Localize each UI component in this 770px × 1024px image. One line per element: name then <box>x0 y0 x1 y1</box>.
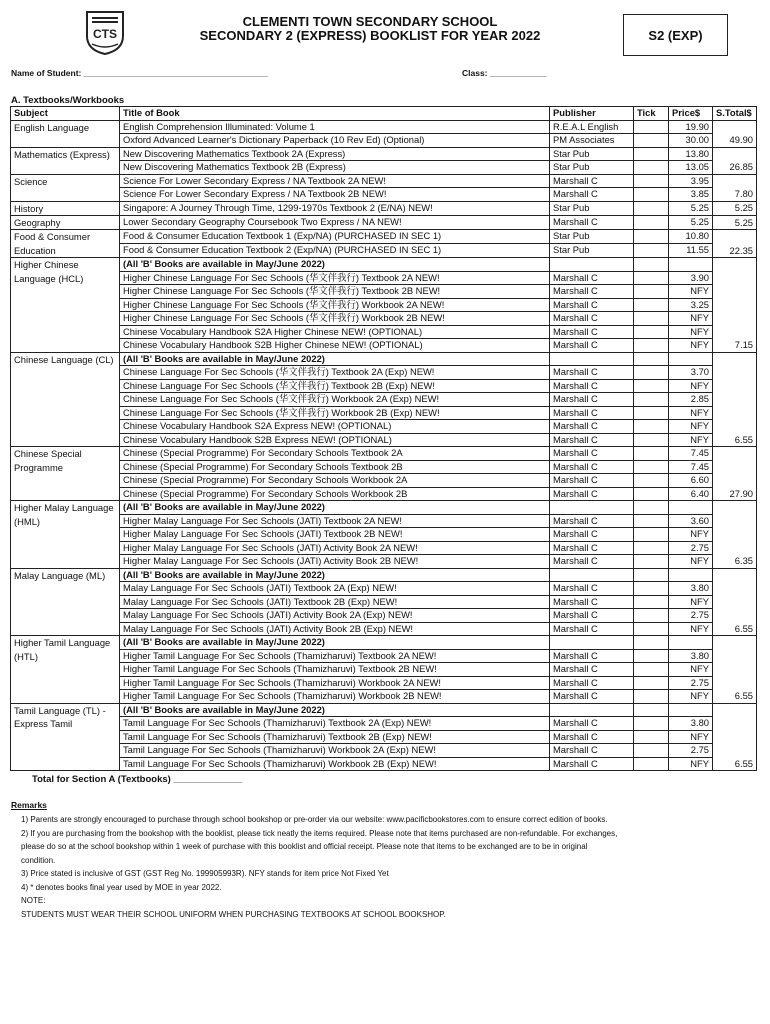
book-title: Chinese Vocabulary Handbook S2A Express NEW! (OPTIONAL) <box>120 420 550 434</box>
book-title: Malay Language For Sec Schools (JATI) Activity Book 2B (Exp) NEW! <box>120 622 550 636</box>
publisher-cell: Marshall C <box>550 393 634 407</box>
tick-cell[interactable] <box>634 312 669 326</box>
publisher-cell: Star Pub <box>550 244 634 258</box>
publisher-cell <box>550 501 634 515</box>
publisher-cell: Marshall C <box>550 271 634 285</box>
price-cell: NFY <box>669 622 713 636</box>
tick-cell <box>634 703 669 717</box>
price-cell: NFY <box>669 325 713 339</box>
tick-cell[interactable] <box>634 339 669 353</box>
tick-cell <box>634 568 669 582</box>
price-cell: 2.75 <box>669 676 713 690</box>
tick-cell[interactable] <box>634 393 669 407</box>
table-row <box>11 757 757 771</box>
tick-cell[interactable] <box>634 120 669 134</box>
tick-cell[interactable] <box>634 134 669 148</box>
book-title: New Discovering Mathematics Textbook 2B (Express) <box>120 161 550 175</box>
availability-note: (All 'B' Books are available in May/June 2022) <box>120 636 550 650</box>
subtotal-cell: 6.55 <box>713 568 757 636</box>
tick-cell[interactable] <box>634 215 669 229</box>
tick-cell <box>634 501 669 515</box>
tick-cell[interactable] <box>634 406 669 420</box>
table-row <box>11 487 757 501</box>
price-cell: 3.90 <box>669 271 713 285</box>
price-cell: 7.45 <box>669 447 713 461</box>
book-title: Chinese Language For Sec Schools (华文伴我行) Textbook 2A (Exp) NEW! <box>120 366 550 380</box>
book-title: Chinese Vocabulary Handbook S2B Higher Chinese NEW! (OPTIONAL) <box>120 339 550 353</box>
tick-cell[interactable] <box>634 622 669 636</box>
tick-cell[interactable] <box>634 230 669 244</box>
book-title: Malay Language For Sec Schools (JATI) Activity Book 2A (Exp) NEW! <box>120 609 550 623</box>
book-title: Higher Malay Language For Sec Schools (JATI) Activity Book 2B NEW! <box>120 555 550 569</box>
remark-line: please do so at the school bookshop within 1 week of purchase with this booklist and official receipt. Please note that items to be exchanged are to be in original <box>21 842 588 851</box>
subject-cell: Science <box>11 174 120 201</box>
table-row <box>11 134 757 148</box>
table-row <box>11 528 757 542</box>
publisher-cell: Marshall C <box>550 649 634 663</box>
subtotal-cell: 7.15 <box>713 258 757 353</box>
price-cell: NFY <box>669 379 713 393</box>
price-cell <box>669 703 713 717</box>
subtotal-cell: 6.55 <box>713 636 757 704</box>
book-title: Chinese (Special Programme) For Secondary Schools Textbook 2A <box>120 447 550 461</box>
price-cell: 7.45 <box>669 460 713 474</box>
table-row <box>11 676 757 690</box>
booklist-table <box>10 106 757 771</box>
table-row <box>11 555 757 569</box>
table-row <box>11 744 757 758</box>
tick-cell[interactable] <box>634 690 669 704</box>
table-row <box>11 447 757 461</box>
publisher-cell: Marshall C <box>550 379 634 393</box>
table-row <box>11 730 757 744</box>
table-row <box>11 298 757 312</box>
publisher-cell: Marshall C <box>550 514 634 528</box>
publisher-cell: Star Pub <box>550 201 634 215</box>
book-title: Tamil Language For Sec Schools (Thamizharuvi) Textbook 2A (Exp) NEW! <box>120 717 550 731</box>
book-title: Higher Tamil Language For Sec Schools (Thamizharuvi) Workbook 2B NEW! <box>120 690 550 704</box>
tick-cell[interactable] <box>634 757 669 771</box>
section-a-heading: A. Textbooks/Workbooks <box>11 95 125 106</box>
subject-cell: Higher Tamil Language (HTL) <box>11 636 120 704</box>
publisher-cell: Marshall C <box>550 528 634 542</box>
remark-line: condition. <box>21 855 56 865</box>
table-row <box>11 230 757 244</box>
publisher-cell: Marshall C <box>550 433 634 447</box>
price-cell: 3.60 <box>669 514 713 528</box>
table-row <box>11 271 757 285</box>
table-row <box>11 595 757 609</box>
tick-cell[interactable] <box>634 174 669 188</box>
publisher-cell: Marshall C <box>550 595 634 609</box>
availability-note-row <box>11 636 757 650</box>
tick-cell[interactable] <box>634 541 669 555</box>
book-title: Oxford Advanced Learner's Dictionary Paperback (10 Rev Ed) (Optional) <box>120 134 550 148</box>
price-cell: 5.25 <box>669 201 713 215</box>
publisher-cell: Marshall C <box>550 215 634 229</box>
price-cell: 13.05 <box>669 161 713 175</box>
table-row <box>11 514 757 528</box>
subject-cell: English Language <box>11 120 120 147</box>
book-title: Higher Chinese Language For Sec Schools (华文伴我行) Textbook 2B NEW! <box>120 285 550 299</box>
tick-cell[interactable] <box>634 676 669 690</box>
publisher-cell: PM Associates <box>550 134 634 148</box>
price-cell: 10.80 <box>669 230 713 244</box>
book-title: Science For Lower Secondary Express / NA Textbook 2A NEW! <box>120 174 550 188</box>
tick-cell[interactable] <box>634 285 669 299</box>
price-cell: NFY <box>669 663 713 677</box>
table-row <box>11 188 757 202</box>
publisher-cell: Star Pub <box>550 230 634 244</box>
price-cell: 13.80 <box>669 147 713 161</box>
publisher-cell: R.E.A.L English <box>550 120 634 134</box>
availability-note-row <box>11 501 757 515</box>
publisher-cell: Marshall C <box>550 730 634 744</box>
tick-cell[interactable] <box>634 663 669 677</box>
price-cell: NFY <box>669 555 713 569</box>
availability-note: (All 'B' Books are available in May/June 2022) <box>120 703 550 717</box>
publisher-cell: Marshall C <box>550 676 634 690</box>
col-tick: Tick <box>634 107 669 121</box>
price-cell: 3.95 <box>669 174 713 188</box>
tick-cell[interactable] <box>634 447 669 461</box>
table-row <box>11 174 757 188</box>
publisher-cell <box>550 352 634 366</box>
subject-cell: Higher Chinese Language (HCL) <box>11 258 120 353</box>
publisher-cell: Marshall C <box>550 663 634 677</box>
publisher-cell: Marshall C <box>550 474 634 488</box>
subtotal-cell: 27.90 <box>713 447 757 501</box>
tick-cell[interactable] <box>634 460 669 474</box>
table-row <box>11 366 757 380</box>
subtotal-cell: 26.85 <box>713 147 757 174</box>
price-cell <box>669 258 713 272</box>
publisher-cell: Marshall C <box>550 366 634 380</box>
subtotal-cell: 6.55 <box>713 352 757 447</box>
book-title: Chinese Language For Sec Schools (华文伴我行) Textbook 2B (Exp) NEW! <box>120 379 550 393</box>
level-code: S2 (EXP) <box>648 27 703 43</box>
table-row <box>11 433 757 447</box>
table-header-row <box>11 107 757 121</box>
book-title: Higher Malay Language For Sec Schools (JATI) Textbook 2B NEW! <box>120 528 550 542</box>
publisher-cell <box>550 636 634 650</box>
tick-cell[interactable] <box>634 717 669 731</box>
school-crest-logo <box>84 8 126 56</box>
price-cell <box>669 568 713 582</box>
publisher-cell: Marshall C <box>550 174 634 188</box>
level-code-box <box>623 14 728 56</box>
book-title: Higher Malay Language For Sec Schools (JATI) Textbook 2A NEW! <box>120 514 550 528</box>
tick-cell[interactable] <box>634 188 669 202</box>
tick-cell[interactable] <box>634 514 669 528</box>
price-cell: NFY <box>669 433 713 447</box>
publisher-cell: Marshall C <box>550 487 634 501</box>
tick-cell[interactable] <box>634 487 669 501</box>
booklist-title: SECONDARY 2 (EXPRESS) BOOKLIST FOR YEAR 2022 <box>199 28 541 43</box>
table-row <box>11 690 757 704</box>
book-title: Chinese Language For Sec Schools (华文伴我行) Workbook 2A (Exp) NEW! <box>120 393 550 407</box>
price-cell: NFY <box>669 339 713 353</box>
book-title: Tamil Language For Sec Schools (Thamizharuvi) Workbook 2B (Exp) NEW! <box>120 757 550 771</box>
subject-cell: Malay Language (ML) <box>11 568 120 636</box>
book-title: Tamil Language For Sec Schools (Thamizharuvi) Textbook 2B (Exp) NEW! <box>120 730 550 744</box>
tick-cell[interactable] <box>634 325 669 339</box>
publisher-cell: Marshall C <box>550 339 634 353</box>
table-row <box>11 582 757 596</box>
publisher-cell: Marshall C <box>550 420 634 434</box>
class-field[interactable]: Class: ____________ <box>462 68 547 78</box>
school-name: CLEMENTI TOWN SECONDARY SCHOOL <box>242 14 498 29</box>
book-title: Higher Malay Language For Sec Schools (JATI) Activity Book 2A NEW! <box>120 541 550 555</box>
book-title: Chinese Vocabulary Handbook S2A Higher Chinese NEW! (OPTIONAL) <box>120 325 550 339</box>
book-title: Higher Chinese Language For Sec Schools (华文伴我行) Workbook 2B NEW! <box>120 312 550 326</box>
student-name-field[interactable]: Name of Student: _______________________________________ <box>11 68 269 78</box>
table-row <box>11 379 757 393</box>
price-cell: 30.00 <box>669 134 713 148</box>
section-a-total: Total for Section A (Textbooks) _____________ <box>32 774 243 785</box>
table-row <box>11 339 757 353</box>
tick-cell[interactable] <box>634 161 669 175</box>
publisher-cell: Marshall C <box>550 298 634 312</box>
subject-cell: Chinese Special Programme <box>11 447 120 501</box>
book-title: Higher Chinese Language For Sec Schools (华文伴我行) Textbook 2A NEW! <box>120 271 550 285</box>
remark-line: STUDENTS MUST WEAR THEIR SCHOOL UNIFORM WHEN PURCHASING TEXTBOOKS AT SCHOOL BOOKSHOP. <box>21 909 446 919</box>
publisher-cell: Marshall C <box>550 717 634 731</box>
book-title: Higher Tamil Language For Sec Schools (Thamizharuvi) Workbook 2A NEW! <box>120 676 550 690</box>
table-row <box>11 201 757 215</box>
table-row <box>11 325 757 339</box>
book-title: New Discovering Mathematics Textbook 2A (Express) <box>120 147 550 161</box>
price-cell: 2.75 <box>669 541 713 555</box>
tick-cell[interactable] <box>634 420 669 434</box>
publisher-cell: Marshall C <box>550 406 634 420</box>
subject-cell: Food & Consumer Education <box>11 230 120 258</box>
document-title <box>150 15 590 43</box>
availability-note-row <box>11 568 757 582</box>
table-row <box>11 161 757 175</box>
tick-cell[interactable] <box>634 582 669 596</box>
table-row <box>11 393 757 407</box>
price-cell: 3.85 <box>669 188 713 202</box>
tick-cell[interactable] <box>634 298 669 312</box>
availability-note-row <box>11 703 757 717</box>
book-title: Science For Lower Secondary Express / NA Textbook 2B NEW! <box>120 188 550 202</box>
publisher-cell: Marshall C <box>550 325 634 339</box>
price-cell: 6.40 <box>669 487 713 501</box>
book-title: Chinese (Special Programme) For Secondary Schools Workbook 2A <box>120 474 550 488</box>
price-cell: NFY <box>669 528 713 542</box>
publisher-cell <box>550 258 634 272</box>
book-title: Food & Consumer Education Textbook 2 (Exp/NA) (PURCHASED IN SEC 1) <box>120 244 550 258</box>
price-cell: NFY <box>669 420 713 434</box>
table-row <box>11 717 757 731</box>
availability-note-row <box>11 352 757 366</box>
availability-note: (All 'B' Books are available in May/June 2022) <box>120 258 550 272</box>
publisher-cell: Marshall C <box>550 622 634 636</box>
price-cell: 11.55 <box>669 244 713 258</box>
subject-cell: History <box>11 201 120 215</box>
publisher-cell: Marshall C <box>550 744 634 758</box>
book-title: Chinese (Special Programme) For Secondary Schools Workbook 2B <box>120 487 550 501</box>
publisher-cell: Marshall C <box>550 447 634 461</box>
book-title: Tamil Language For Sec Schools (Thamizharuvi) Workbook 2A (Exp) NEW! <box>120 744 550 758</box>
price-cell: 2.85 <box>669 393 713 407</box>
tick-cell <box>634 258 669 272</box>
remark-line: 1) Parents are strongly encouraged to purchase through school bookshop or pre-order via our website: www.pacificbookstores.com to ensure correct edition of books. <box>21 815 608 824</box>
publisher-cell: Marshall C <box>550 312 634 326</box>
tick-cell[interactable] <box>634 366 669 380</box>
tick-cell[interactable] <box>634 609 669 623</box>
table-row <box>11 244 757 258</box>
subtotal-cell: 6.35 <box>713 501 757 569</box>
tick-cell <box>634 352 669 366</box>
publisher-cell: Marshall C <box>550 609 634 623</box>
tick-cell[interactable] <box>634 147 669 161</box>
table-row <box>11 663 757 677</box>
tick-cell[interactable] <box>634 528 669 542</box>
book-title: Chinese Language For Sec Schools (华文伴我行) Workbook 2B (Exp) NEW! <box>120 406 550 420</box>
price-cell: NFY <box>669 690 713 704</box>
subject-cell: Geography <box>11 215 120 229</box>
tick-cell[interactable] <box>634 271 669 285</box>
book-title: Malay Language For Sec Schools (JATI) Textbook 2B (Exp) NEW! <box>120 595 550 609</box>
col-price: Price$ <box>669 107 713 121</box>
book-title: Food & Consumer Education Textbook 1 (Exp/NA) (PURCHASED IN SEC 1) <box>120 230 550 244</box>
price-cell: NFY <box>669 730 713 744</box>
tick-cell[interactable] <box>634 730 669 744</box>
table-row <box>11 420 757 434</box>
remark-line: 2) If you are purchasing from the bookshop with the booklist, please tick neatly the items required. Please note that items purchased are non-refundable. For exchanges, <box>21 828 618 838</box>
price-cell: 3.70 <box>669 366 713 380</box>
table-row <box>11 460 757 474</box>
col-title: Title of Book <box>120 107 550 121</box>
subject-cell: Tamil Language (TL) - Express Tamil <box>11 703 120 771</box>
table-row <box>11 147 757 161</box>
tick-cell[interactable] <box>634 244 669 258</box>
price-cell: 19.90 <box>669 120 713 134</box>
price-cell: 6.60 <box>669 474 713 488</box>
availability-note: (All 'B' Books are available in May/June 2022) <box>120 352 550 366</box>
subtotal-cell: 7.80 <box>713 174 757 201</box>
table-row <box>11 649 757 663</box>
col-total: S.Total$ <box>713 107 757 121</box>
price-cell: 2.75 <box>669 744 713 758</box>
subject-cell: Chinese Language (CL) <box>11 352 120 447</box>
table-row <box>11 215 757 229</box>
book-title: Singapore: A Journey Through Time, 1299-1970s Textbook 2 (E/NA) NEW! <box>120 201 550 215</box>
remark-line: NOTE: <box>21 896 46 905</box>
publisher-cell: Star Pub <box>550 161 634 175</box>
price-cell: 3.80 <box>669 649 713 663</box>
table-row <box>11 541 757 555</box>
price-cell: NFY <box>669 406 713 420</box>
subtotal-cell: 22.35 <box>713 230 757 258</box>
table-row <box>11 609 757 623</box>
tick-cell[interactable] <box>634 201 669 215</box>
price-cell <box>669 636 713 650</box>
booklist-body <box>11 120 757 771</box>
tick-cell[interactable] <box>634 474 669 488</box>
subject-cell: Higher Malay Language (HML) <box>11 501 120 569</box>
availability-note: (All 'B' Books are available in May/June 2022) <box>120 568 550 582</box>
publisher-cell: Marshall C <box>550 188 634 202</box>
price-cell: NFY <box>669 757 713 771</box>
table-row <box>11 406 757 420</box>
publisher-cell: Marshall C <box>550 460 634 474</box>
publisher-cell: Marshall C <box>550 582 634 596</box>
price-cell: 3.80 <box>669 717 713 731</box>
subtotal-cell: 6.55 <box>713 703 757 771</box>
price-cell: 2.75 <box>669 609 713 623</box>
col-subject: Subject <box>11 107 120 121</box>
subtotal-cell: 49.90 <box>713 120 757 147</box>
publisher-cell: Star Pub <box>550 147 634 161</box>
tick-cell <box>634 636 669 650</box>
price-cell: NFY <box>669 595 713 609</box>
tick-cell[interactable] <box>634 379 669 393</box>
price-cell <box>669 501 713 515</box>
price-cell: NFY <box>669 312 713 326</box>
availability-note-row <box>11 258 757 272</box>
publisher-cell: Marshall C <box>550 541 634 555</box>
table-row <box>11 285 757 299</box>
price-cell: 3.80 <box>669 582 713 596</box>
price-cell: 3.25 <box>669 298 713 312</box>
remarks-list <box>21 813 731 921</box>
publisher-cell: Marshall C <box>550 757 634 771</box>
book-title: Higher Tamil Language For Sec Schools (Thamizharuvi) Textbook 2B NEW! <box>120 663 550 677</box>
subtotal-cell: 5.25 <box>713 215 757 229</box>
remark-line: 4) * denotes books final year used by MOE in year 2022. <box>21 882 222 892</box>
tick-cell[interactable] <box>634 433 669 447</box>
tick-cell[interactable] <box>634 595 669 609</box>
book-title: Higher Tamil Language For Sec Schools (Thamizharuvi) Textbook 2A NEW! <box>120 649 550 663</box>
price-cell: NFY <box>669 285 713 299</box>
publisher-cell <box>550 568 634 582</box>
table-row <box>11 120 757 134</box>
tick-cell[interactable] <box>634 744 669 758</box>
publisher-cell <box>550 703 634 717</box>
book-title: Chinese (Special Programme) For Secondary Schools Textbook 2B <box>120 460 550 474</box>
availability-note: (All 'B' Books are available in May/June 2022) <box>120 501 550 515</box>
book-title: Lower Secondary Geography Coursebook Two Express / NA NEW! <box>120 215 550 229</box>
book-title: Chinese Vocabulary Handbook S2B Express NEW! (OPTIONAL) <box>120 433 550 447</box>
book-title: Higher Chinese Language For Sec Schools (华文伴我行) Workbook 2A NEW! <box>120 298 550 312</box>
tick-cell[interactable] <box>634 555 669 569</box>
remark-line: 3) Price stated is inclusive of GST (GST Reg No. 199905993R). NFY stands for item price Not Fixed Yet <box>21 869 389 878</box>
tick-cell[interactable] <box>634 649 669 663</box>
price-cell <box>669 352 713 366</box>
table-row <box>11 622 757 636</box>
logo-text: CTS <box>93 27 117 41</box>
remarks-heading: Remarks <box>11 800 47 810</box>
subtotal-cell: 5.25 <box>713 201 757 215</box>
book-title: English Comprehension Illuminated: Volume 1 <box>120 120 550 134</box>
col-publisher: Publisher <box>550 107 634 121</box>
publisher-cell: Marshall C <box>550 555 634 569</box>
price-cell: 5.25 <box>669 215 713 229</box>
table-row <box>11 474 757 488</box>
subject-cell: Mathematics (Express) <box>11 147 120 174</box>
publisher-cell: Marshall C <box>550 285 634 299</box>
table-row <box>11 312 757 326</box>
book-title: Malay Language For Sec Schools (JATI) Textbook 2A (Exp) NEW! <box>120 582 550 596</box>
publisher-cell: Marshall C <box>550 690 634 704</box>
